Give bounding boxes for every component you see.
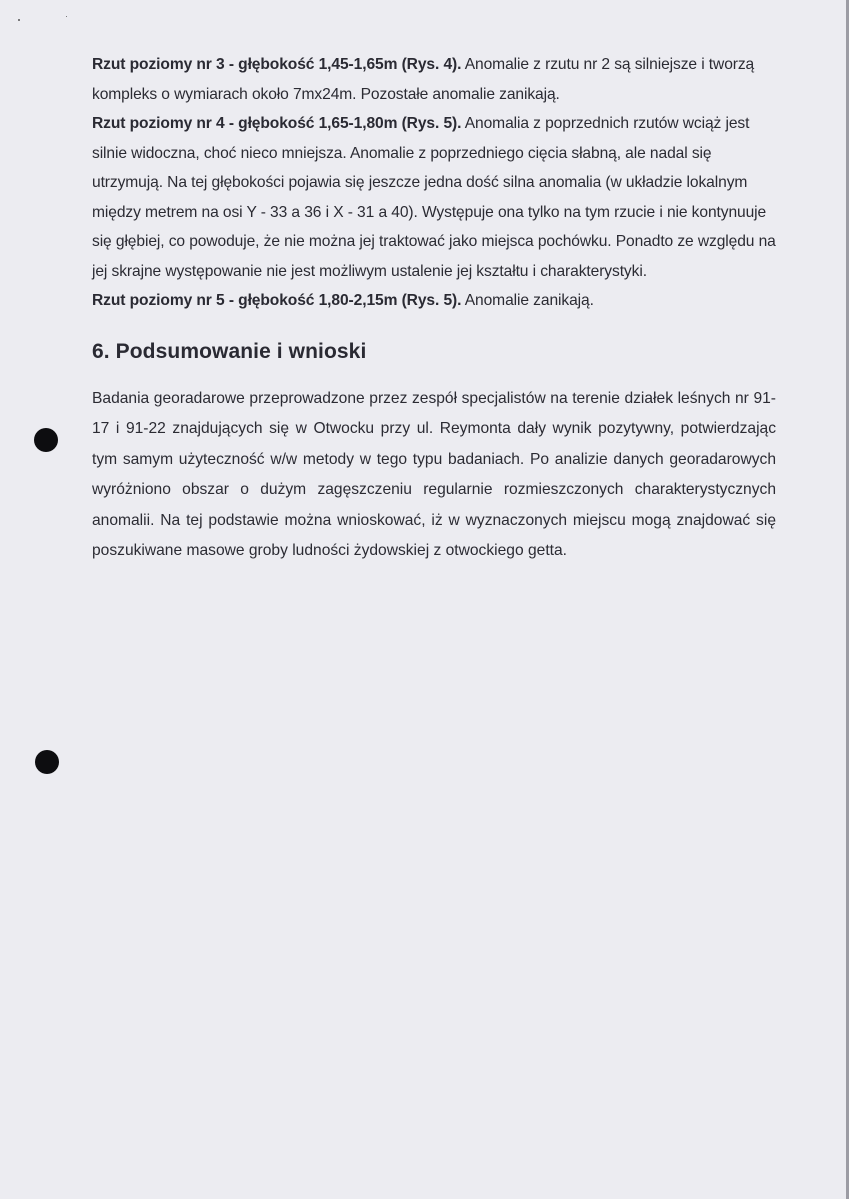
scan-speck xyxy=(18,19,20,21)
paragraph-section-4 xyxy=(92,109,776,286)
punch-hole-top xyxy=(34,428,58,452)
paragraph-lead: Rzut poziomy nr 3 - głębokość 1,45-1,65m (Rys. 4). xyxy=(92,56,462,73)
paragraph-text: Anomalia z poprzednich rzutów wciąż jest silnie widoczna, choć nieco mniejsza. Anomalie z poprzedniego cięcia słabną, ale nadal się utrzymują. Na tej głębokości pojawia się jeszcze jedna dość silna anomalia (w układzie lokalnym między metrem na osi Y - 33 a 36 i X - 31 a 40). Występuje ona tylko na tym rzucie i nie kontynuuje się głębiej, co powoduje, że nie można jej traktować jako miejsca pochówku. Ponadto ze względu na jej skrajne występowanie nie jest możliwym ustalenie jej kształtu i charakterystyki. xyxy=(92,115,776,280)
paragraph-section-3 xyxy=(92,50,776,109)
paragraph-text: Anomalie z rzutu nr 2 są silniejsze i tworzą kompleks o wymiarach około 7mx24m. Pozostałe anomalie zanikają. xyxy=(92,56,755,103)
section-heading: 6. Podsumowanie i wnioski xyxy=(92,339,367,363)
summary-paragraph: Badania georadarowe przeprowadzone przez zespół specjalistów na terenie działek leśnych nr 91-17 i 91-22 znajdujących się w Otwocku przy ul. Reymonta dały wynik pozytywny, potwierdzając tym samym użyteczność w/w metody w tego typu badaniach. Po analizie danych georadarowych wyróżniono obszar o dużym zagęszczeniu regularnie rozmieszczonych charakterystycznych anomalii. Na tej podstawie można wnioskować, iż w wyznaczonych miejscu mogą znajdować się poszukiwane masowe groby ludności żydowskiej z otwockiego getta. xyxy=(92,389,776,559)
punch-hole-bottom xyxy=(35,750,59,774)
document-body xyxy=(92,50,776,567)
paragraph-lead: Rzut poziomy nr 4 - głębokość 1,65-1,80m (Rys. 5). xyxy=(92,115,462,132)
paragraph-section-5 xyxy=(92,286,776,316)
paragraph-text: Anomalie zanikają. xyxy=(461,292,594,309)
scan-speck xyxy=(66,16,67,17)
paragraph-lead: Rzut poziomy nr 5 - głębokość 1,80-2,15m (Rys. 5). xyxy=(92,292,462,309)
